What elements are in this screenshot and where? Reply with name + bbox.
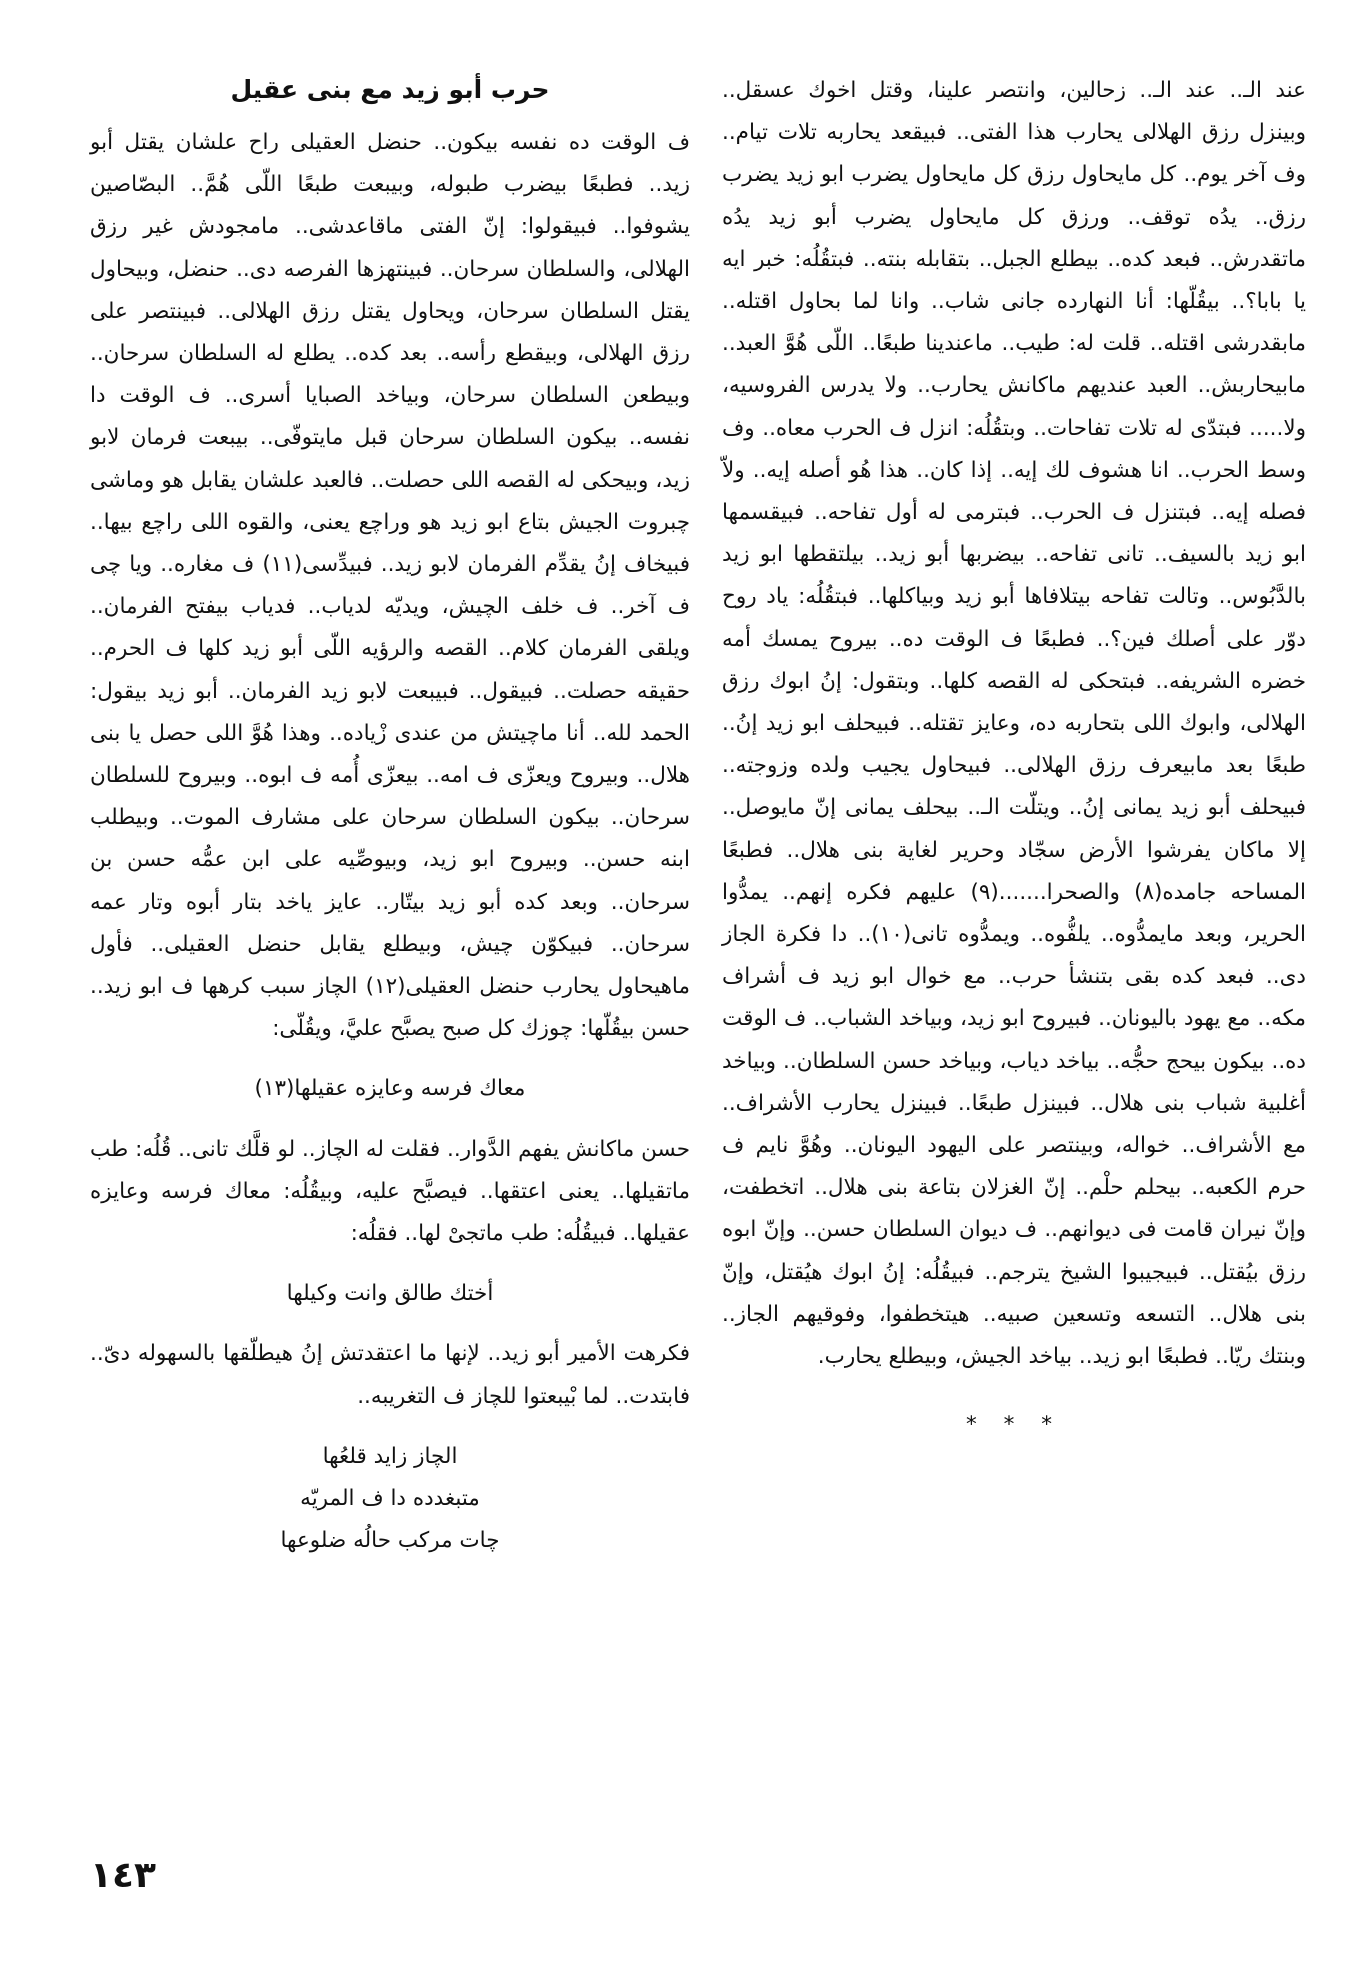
section-separator: * * * — [966, 1412, 1062, 1438]
verse-line: معاك فرسه وعايزه عقيلها(١٣) — [254, 1076, 526, 1102]
left-column-paragraph: حسن ماكانش يفهم الدَّوار.. فقلت له الچاز.. لو قلَّك تانى.. قُلُه: طب ماتقيلها.. يعنى اعتقها.. فيصبَّح عليه، وبيقُلُه: معاك فرسه وعايزه عقيلها.. فبيقُلُه: طب ماتجىْ لها.. فقلُه: — [90, 1136, 690, 1247]
page-number: ١٤٣ — [90, 1855, 156, 1896]
right-column-paragraph: عند الـ.. عند الـ.. زحالين، وانتصر علينا، وقتل اخوك عسقل.. وبينزل رزق الهلالى يحارب هذا الفتى.. فبيقعد يحاربه تلات تيام.. وف آخر يوم.. كل مايحاول رزق كل مايحاول يضرب ابو زيد يضرب رزق.. يدُه توقف.. ورزق كل مايحاول يضرب أبو زيد يدُه ماتقدرش.. فبعد كده.. بيطلع الجبل.. بتقابله بنته.. فبتقُلُه: خبر ايه يا بابا؟.. بيقُلّها: أنا النهارده جانى شاب.. وانا لما بحاول اقتله.. مابقدرشى اقتله.. قلت له: طيب.. ماعندينا طبعًا.. اللّى هُوَّ العبد.. مابيحاربش.. العبد عنديهم ماكانش يحارب.. ولا يدرس الفروسيه، ولا..... فبتدّى له تلات تفاحات.. وبتقُلُه: انزل ف الحرب معاه.. وف وسط الحرب.. انا هشوف لك إيه.. إذا كان.. هذا هُو أصله إيه.. ولاّ فصله إيه.. فبتنزل ف الحرب.. فبترمى له أول تفاحه.. فبيقسمها ابو زيد بالسيف.. تانى تفاحه.. بيضربها أبو زيد.. بيلتقطها ابو زيد بالدَّبُوس.. وتالت تفاحه بيتلافاها أبو زيد وبياكلها.. فبتقُلُه: ياد روح دوّر على أصلك فين؟.. فطبعًا ف الوقت ده.. بيروح يمسك أمه خضره الشريفه.. فبتحكى له القصه كلها.. وبتقول: إنُ ابوك رزق الهلالى، وابوك اللى بتحاربه ده، وعايز تقتله.. فبيحلف ابو زيد إنُ.. طبعًا بعد مابيعرف رزق الهلالى.. فبيحاول يجيب ولده وزوجته.. فبيحلف أبو زيد يمانى إنُ.. ويتلّت الـ.. بيحلف يمانى إنّ مايوصل.. إلا ماكان يفرشوا الأرض سجّاد وحرير لغاية بنى هلال.. فطبعًا المساحه جامده(٨) والصحرا.......(٩) عليهم فكره إنهم.. يمدُّوا الحرير، وبعد مايمدُّوه.. يلفُّوه.. ويمدُّوه تانى(١٠).. دا فكرة الجاز دى.. فبعد كده بقى بتنشأ حرب.. مع خوال ابو زيد ف أشراف مكه.. مع يهود باليونان.. فبيروح ابو زيد، وبياخد الشباب.. ف الوقت ده.. بيكون بيحج حجُّه.. بياخد دياب، وبياخد حسن السلطان.. وبياخد أغلبية شباب بنى هلال.. فبينزل طبعًا.. فبينزل يحارب الأشراف.. مع الأشراف.. خواله، وبينتصر على اليهود اليونان.. وهُوَّ نايم ف حرم الكعبه.. بيحلم حلْم.. إنّ الغزلان بتاعة بنى هلال.. اتخطفت، وإنّ نيران قامت فى ديوانهم.. ف ديوان السلطان حسن.. وإنّ ابوه رزق بيُقتل.. فبيجيبوا الشيخ يترجم.. فبيقُلُه: إنُ ابوك هيُقتل، وإنّ بنى هلال.. التسعه وتسعين صبيه.. هيتخطفوا، وفوقيهم الجاز.. وبنتك ريّا.. فطبعًا ابو زيد.. بياخد الجيش، وبيطلع يحارب. — [722, 78, 1306, 1370]
verse-line: متبغدده دا ف المريّه — [300, 1486, 480, 1512]
verse-line: چات مركب حالُه ضلوعها — [280, 1528, 500, 1554]
left-column-paragraph: ف الوقت ده نفسه بيكون.. حنضل العقيلى راح علشان يقتل أبو زيد.. فطبعًا بيضرب طبوله، وبيبعت طبعًا اللّى هُمَّ.. البصّاصين يشوفوا.. فبيقولوا: إنّ الفتى ماقاعدشى.. مامجودش غير رزق الهلالى، والسلطان سرحان.. فبينتهزها الفرصه دى.. حنضل، وبيحاول يقتل السلطان سرحان، ويحاول يقتل رزق الهلالى.. فبينتصر على رزق الهلالى، وبيقطع رأسه.. بعد كده.. يطلع له السلطان سرحان.. وبيطعن السلطان سرحان، وبياخد الصبايا أسرى.. ف الوقت دا نفسه.. بيكون السلطان سرحان قبل مايتوفّى.. بيبعت فرمان لابو زيد، وبيحكى له القصه اللى حصلت.. فالعبد علشان يقابل هو وماشى چبروت الجيش بتاع ابو زيد هو وراچع يعنى، والقوه اللى راچع بيها.. فبيخاف إنُ يقدِّم الفرمان لابو زيد.. فبيدِّسى(١١) ف مغاره.. ويا چى ف آخر.. ف خلف الچيش، ويديّه لدياب.. فدياب بيفتح الفرمان.. ويلقى الفرمان كلام.. القصه والرؤيه اللّى أبو زيد كلها ف الحرم.. حقيقه حصلت.. فبيقول.. فبيبعت لابو زيد الفرمان.. أبو زيد بيقول: الحمد لله.. أنا ماچيتش من عندى زْياده.. وهذا هُوَّ اللى حصل يا بنى هلال.. وبيروح ويعزّى ف امه.. بيعزّى أُمه ف ابوه.. وبيروح للسلطان سرحان.. بيكون السلطان سرحان على مشارف الموت.. وبيطلب ابنه حسن.. وبيروح ابو زيد، وبيوصِّيه على ابن عمُّه حسن بن سرحان.. وبعد كده أبو زيد بيتّار.. عايز ياخد بتار أبوه وتار عمه سرحان.. فبيكوّن چيش، وبيطلع يقابل حنضل العقيلى.. فأول ماهيحاول يحارب حنضل العقيلى(١٢) الچاز سبب كرهها ف ابو زيد.. حسن بيقُلّها: چوزك كل صبح يصبَّح عليَّ، ويقُلّى: — [90, 130, 690, 1042]
left-column-paragraph: فكرهت الأمير أبو زيد.. لإنها ما اعتقدتش إنُ هيطلّقها بالسهوله دىّ.. فابتدت.. لما بْيبعتوا للچاز ف التغريبه.. — [90, 1341, 690, 1409]
left-column — [90, 66, 690, 1563]
verse-line: الچاز زايد قلعُها — [322, 1443, 458, 1469]
article-title: حرب أبو زيد مع بنى عقيل — [230, 75, 550, 104]
verse-line: أختك طالق وانت وكيلها — [286, 1281, 494, 1307]
right-column — [722, 70, 1306, 1447]
